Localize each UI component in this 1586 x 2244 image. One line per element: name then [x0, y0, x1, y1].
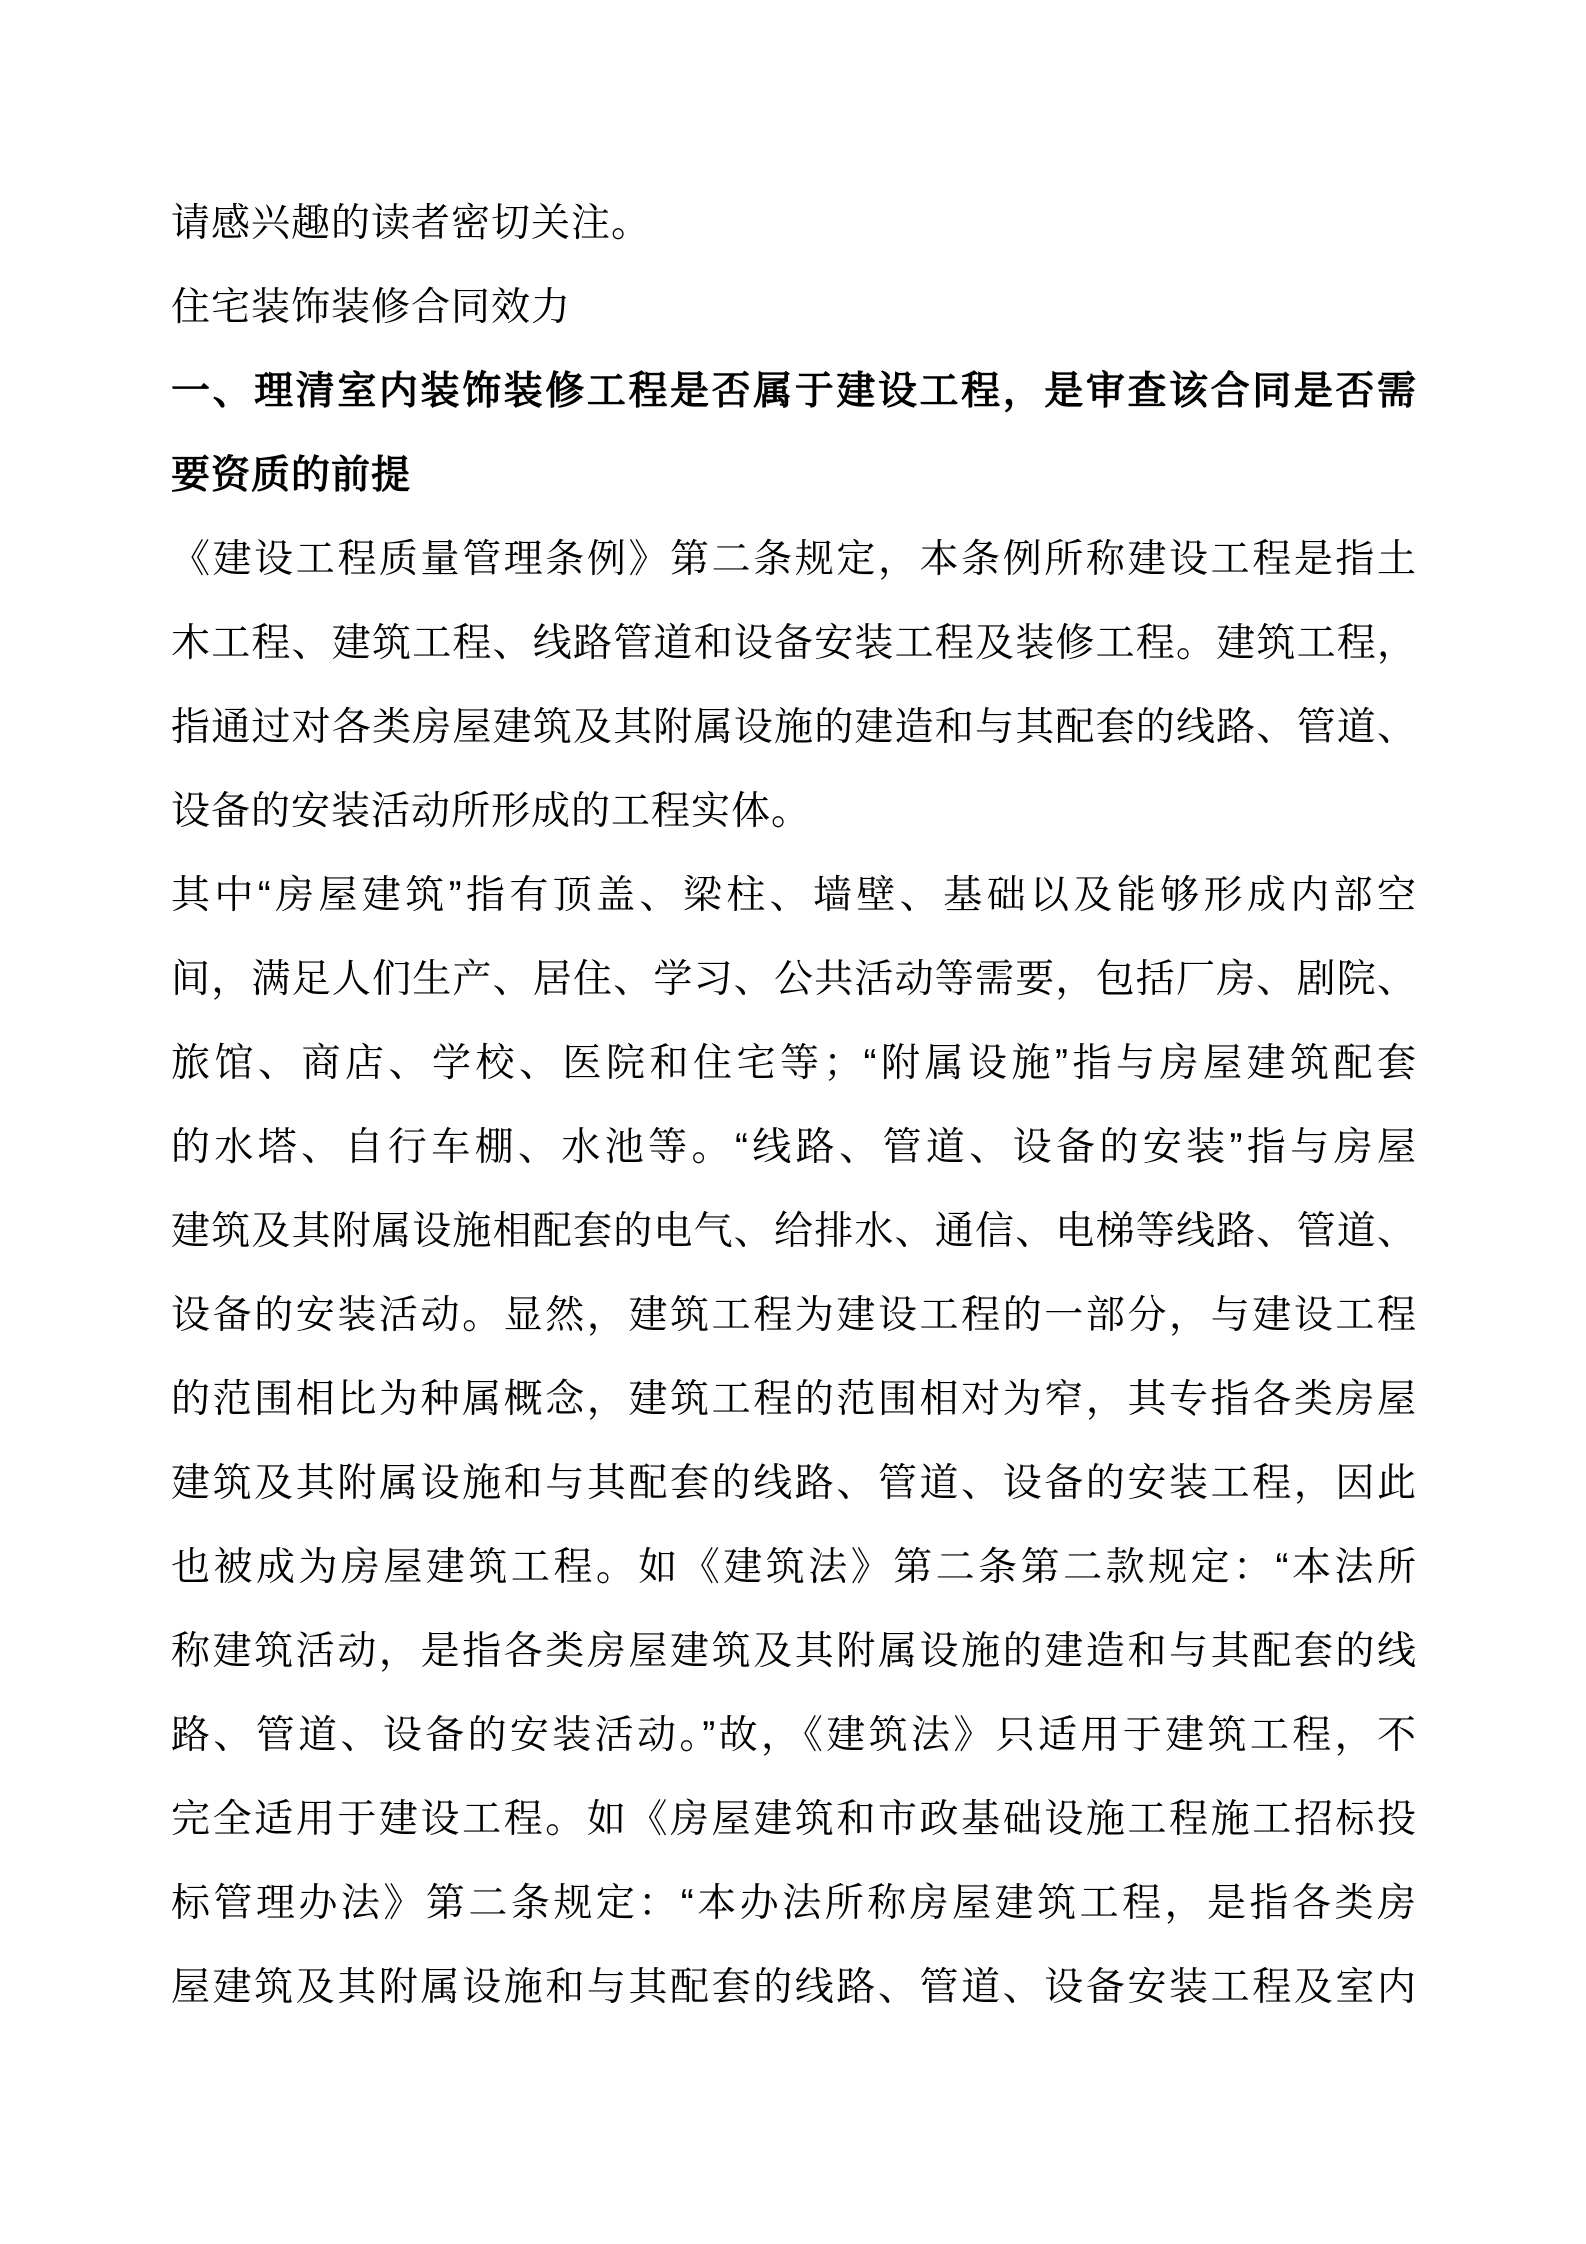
paragraph — [171, 266, 1417, 350]
paragraph — [171, 518, 1417, 854]
text-line: 一、理清室内装饰装修工程是否属于建设工程，是审查该合同是否需 — [171, 370, 1417, 413]
text-line: 住宅装饰装修合同效力 — [171, 286, 572, 329]
document-body — [171, 182, 1417, 2030]
paragraph — [171, 182, 1417, 266]
text-line: 旅馆、商店、学校、医院和住宅等；“附属设施”指与房屋建筑配套 — [171, 1042, 1417, 1085]
text-line: 屋建筑及其附属设施和与其配套的线路、管道、设备安装工程及室内 — [171, 1966, 1417, 2009]
text-line: 建筑及其附属设施和与其配套的线路、管道、设备的安装工程，因此 — [171, 1462, 1417, 1505]
text-line: 设备的安装活动。显然，建筑工程为建设工程的一部分，与建设工程 — [171, 1294, 1417, 1337]
text-line: 也被成为房屋建筑工程。如《建筑法》第二条第二款规定：“本法所 — [171, 1546, 1417, 1589]
text-line: 设备的安装活动所形成的工程实体。 — [171, 790, 812, 833]
heading-paragraph — [171, 350, 1417, 518]
text-line: 标管理办法》第二条规定：“本办法所称房屋建筑工程，是指各类房 — [171, 1882, 1417, 1925]
text-line: 木工程、建筑工程、线路管道和设备安装工程及装修工程。建筑工程， — [171, 622, 1417, 665]
text-line: 称建筑活动，是指各类房屋建筑及其附属设施的建造和与其配套的线 — [171, 1630, 1417, 1673]
text-line: 建筑及其附属设施相配套的电气、给排水、通信、电梯等线路、管道、 — [171, 1210, 1417, 1253]
text-line: 《建设工程质量管理条例》第二条规定，本条例所称建设工程是指土 — [171, 538, 1417, 581]
text-line: 完全适用于建设工程。如《房屋建筑和市政基础设施工程施工招标投 — [171, 1798, 1417, 1841]
text-line: 的水塔、自行车棚、水池等。“线路、管道、设备的安装”指与房屋 — [171, 1126, 1417, 1169]
text-line: 的范围相比为种属概念，建筑工程的范围相对为窄，其专指各类房屋 — [171, 1378, 1417, 1421]
text-line: 请感兴趣的读者密切关注。 — [171, 202, 652, 245]
text-line: 路、管道、设备的安装活动。”故，《建筑法》只适用于建筑工程，不 — [171, 1714, 1417, 1757]
text-line: 要资质的前提 — [171, 454, 412, 497]
text-line: 其中“房屋建筑”指有顶盖、梁柱、墙壁、基础以及能够形成内部空 — [171, 874, 1417, 917]
paragraph — [171, 854, 1417, 2030]
text-line: 间，满足人们生产、居住、学习、公共活动等需要，包括厂房、剧院、 — [171, 958, 1417, 1001]
text-line: 指通过对各类房屋建筑及其附属设施的建造和与其配套的线路、管道、 — [171, 706, 1417, 749]
